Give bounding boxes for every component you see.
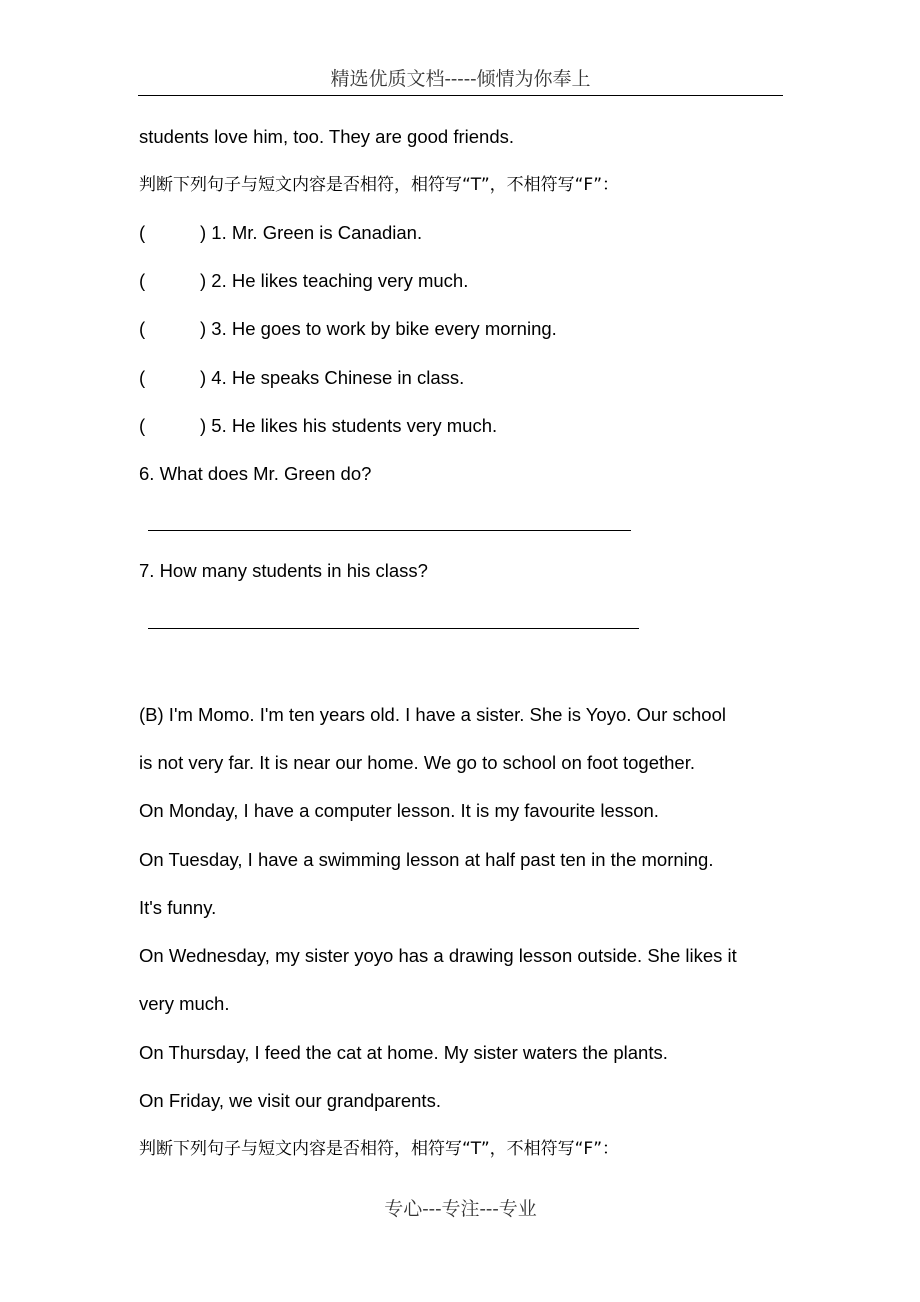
question-7: 7. How many students in his class? xyxy=(139,560,428,581)
tf-answer-slot-2[interactable]: ( xyxy=(139,270,146,291)
tf-item-text: ) 2. He likes teaching very much. xyxy=(200,270,469,291)
passage-b-line-7: very much. xyxy=(139,993,230,1014)
tf-item-5 xyxy=(139,414,497,438)
tf-item-2 xyxy=(139,269,468,293)
page-footer: 专心---专注---专业 xyxy=(384,1198,537,1220)
passage-a-continuation: students love him, too. They are good friends. xyxy=(139,126,515,147)
passage-a-instruction: 判断下列句子与短文内容是否相符，相符写“T”，不相符写“F”： xyxy=(139,175,620,195)
question-6: 6. What does Mr. Green do? xyxy=(139,463,372,484)
tf-item-3 xyxy=(139,317,557,341)
passage-b-line-1: (B) I'm Momo. I'm ten years old. I have a sister. She is Yoyo. Our school xyxy=(139,704,726,725)
answer-blank-6[interactable] xyxy=(148,530,631,531)
passage-b-line-2: is not very far. It is near our home. We go to school on foot together. xyxy=(139,752,695,773)
tf-answer-slot-3[interactable]: ( xyxy=(139,318,146,339)
tf-item-4 xyxy=(139,366,464,390)
tf-item-1 xyxy=(139,221,422,245)
tf-item-text: ) 5. He likes his students very much. xyxy=(200,415,498,436)
tf-answer-slot-5[interactable]: ( xyxy=(139,415,146,436)
passage-b-line-4: On Tuesday, I have a swimming lesson at half past ten in the morning. xyxy=(139,849,714,870)
passage-b-line-9: On Friday, we visit our grandparents. xyxy=(139,1090,441,1111)
tf-answer-slot-1[interactable]: ( xyxy=(139,222,146,243)
tf-item-text: ) 3. He goes to work by bike every morning. xyxy=(200,318,557,339)
tf-item-text: ) 1. Mr. Green is Canadian. xyxy=(200,222,423,243)
tf-item-text: ) 4. He speaks Chinese in class. xyxy=(200,367,465,388)
passage-b-line-5: It's funny. xyxy=(139,897,217,918)
tf-answer-slot-4[interactable]: ( xyxy=(139,367,146,388)
page-header: 精选优质文档-----倾情为你奉上 xyxy=(138,64,783,96)
passage-b-line-3: On Monday, I have a computer lesson. It is my favourite lesson. xyxy=(139,800,659,821)
passage-b-line-8: On Thursday, I feed the cat at home. My sister waters the plants. xyxy=(139,1042,668,1063)
answer-blank-7[interactable] xyxy=(148,628,639,629)
passage-b-line-6: On Wednesday, my sister yoyo has a drawing lesson outside. She likes it xyxy=(139,945,737,966)
passage-b-instruction: 判断下列句子与短文内容是否相符，相符写“T”，不相符写“F”： xyxy=(139,1139,620,1159)
